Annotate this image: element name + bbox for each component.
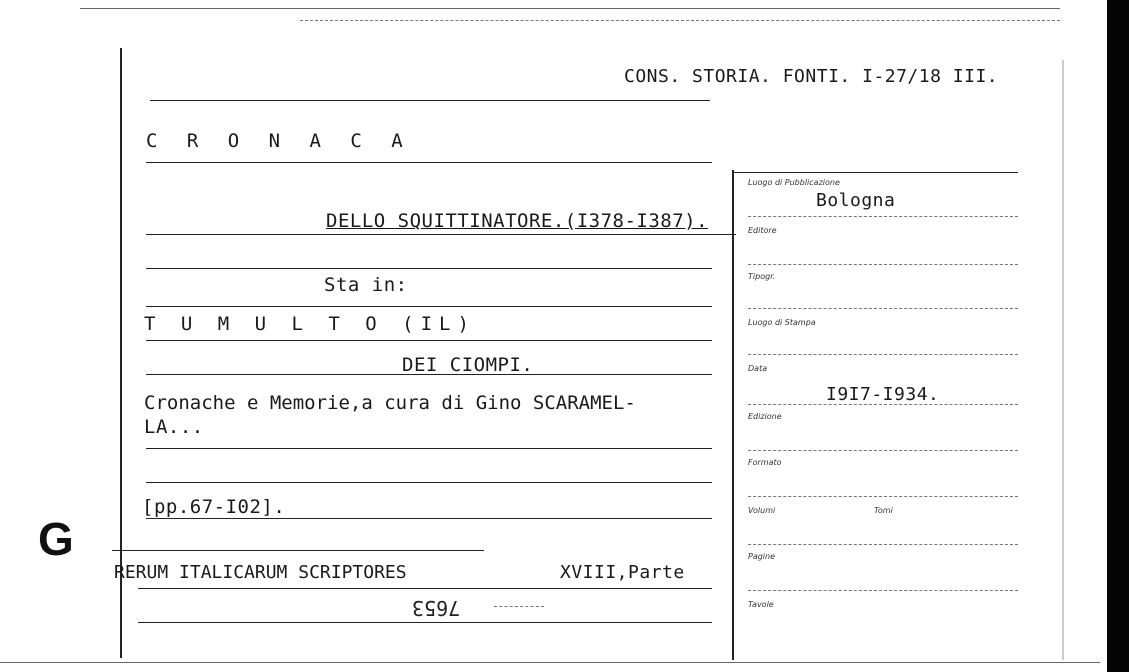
printer-rule (748, 308, 1018, 309)
tables-label: Tavole (748, 600, 774, 609)
bottom-edge-line (0, 662, 1100, 663)
date-label: Data (748, 364, 768, 373)
record-title: DELLO SQUITTINATORE.(I378-I387). (326, 210, 709, 232)
sta-in-label: Sta in: (324, 274, 408, 296)
rule-5 (146, 306, 712, 307)
volumes-label: Volumi (748, 506, 776, 515)
top-edge-line (80, 8, 1060, 9)
format-label: Formato (748, 458, 782, 467)
rule-4 (146, 268, 712, 269)
scan-noise (1062, 60, 1064, 660)
pages-rule (748, 590, 1018, 591)
editor-label: Editore (748, 226, 777, 235)
form-type-heading: C R O N A C A (146, 130, 412, 152)
editor-line-1: Cronache e Memorie,a cura di Gino SCARAMEL- (144, 392, 636, 414)
rule-1 (150, 100, 710, 101)
format-rule (748, 496, 1018, 497)
editor-line-2: LA... (144, 416, 204, 438)
tomes-label: Tomi (874, 506, 893, 515)
inventory-dash (494, 606, 544, 607)
rule-3 (146, 234, 736, 235)
rule-13 (138, 622, 712, 623)
container-title-2: DEI CIOMPI. (402, 354, 534, 376)
rule-12 (138, 588, 712, 589)
edition-label: Edizione (748, 412, 782, 421)
pages-label: Pagine (748, 552, 776, 561)
top-dash-line (300, 20, 1060, 21)
print-place-label: Luogo di Stampa (748, 318, 816, 327)
place-rule (748, 216, 1018, 217)
date-value: I9I7-I934. (826, 384, 940, 405)
field-top-rule (734, 172, 1018, 173)
volumes-rule (748, 544, 1018, 545)
rule-10 (146, 518, 712, 519)
rule-7 (146, 374, 712, 375)
place-value: Bologna (816, 190, 896, 211)
print-place-rule (748, 354, 1018, 355)
series-volume: XVIII,Parte (560, 562, 685, 583)
side-letter-g: G (38, 513, 74, 565)
printer-label: Tipogr. (748, 272, 776, 281)
collocation-label: CONS. STORIA. FONTI. I-27/18 III. (624, 66, 999, 87)
date-rule (748, 404, 1018, 405)
edition-rule (748, 450, 1018, 451)
rule-11a (112, 550, 484, 551)
scan-border (1107, 0, 1129, 672)
field-column-line (732, 170, 734, 660)
rule-6 (146, 340, 712, 341)
rule-8 (146, 448, 712, 449)
series-title: RERUM ITALICARUM SCRIPTORES (114, 562, 407, 583)
pages-range: [pp.67-I02]. (142, 496, 286, 518)
inventory-number: 7653 (412, 596, 461, 620)
rule-9 (146, 482, 712, 483)
rule-2 (146, 162, 712, 163)
place-label: Luogo di Pubblicazione (748, 178, 840, 187)
container-title-1: T U M U L T O (IL) (144, 313, 476, 335)
editor-rule (748, 264, 1018, 265)
